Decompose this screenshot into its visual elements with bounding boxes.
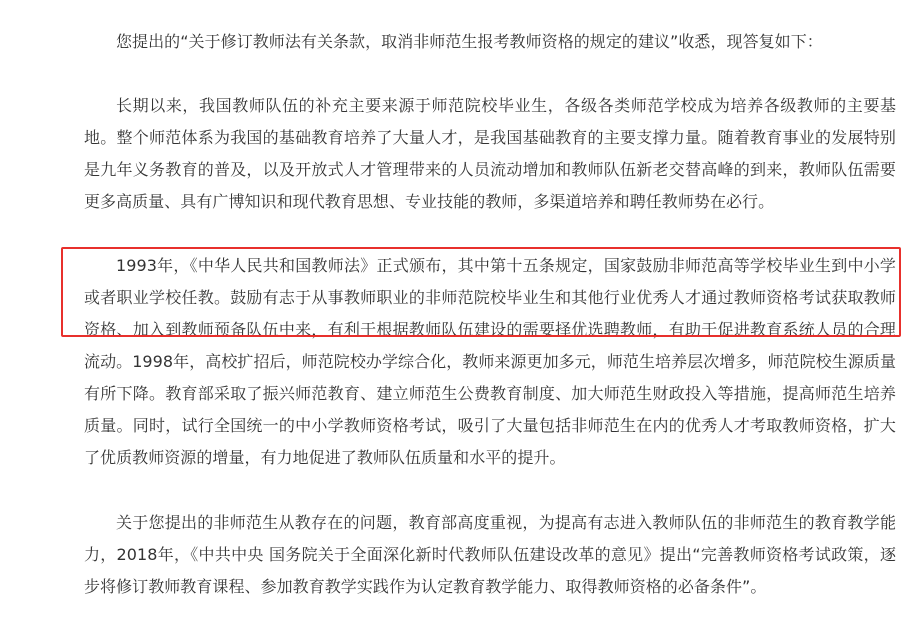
paragraph-teacher-law: 1993年，《中华人民共和国教师法》正式颁布，其中第十五条规定，国家鼓励非师范高等学校毕业生到中小学或者职业学校任教。鼓励有志于从事教师职业的非师范院校毕业生和其他行业优秀人才通过教师资格考试获取教师资格、加入到教师预备队伍中来，有利于根据教师队伍建设的需要择优选聘教师，有助于促进教育系统人员的合理流动。1998年，高校扩招后，师范院校办学综合化，教师来源更加多元，师范生培养层次增多，师范院校生源质量有所下降。教育部采取了振兴师范教育、建立师范生公费教育制度、加大师范生财政投入等措施，提高师范生培养质量。同时，试行全国统一的中小学教师资格考试，吸引了大量包括非师范生在内的优秀人才考取教师资格，扩大了优质教师资源的增量，有力地促进了教师队伍质量和水平的提升。 xyxy=(84,256,896,467)
paragraph-background: 长期以来，我国教师队伍的补充主要来源于师范院校毕业生，各级各类师范学校成为培养各级教师的主要基地。整个师范体系为我国的基础教育培养了大量人才，是我国基础教育的主要支撑力量。随着教育事业的发展特别是九年义务教育的普及，以及开放式人才管理带来的人员流动增加和教师队伍新老交替高峰的到来，教师队伍需要更多高质量、具有广博知识和现代教育思想、专业技能的教师，多渠道培养和聘任教师势在必行。 xyxy=(84,96,896,211)
paragraph-response: 关于您提出的非师范生从教存在的问题，教育部高度重视，为提高有志进入教师队伍的非师范生的教育教学能力，2018年，《中共中央 国务院关于全面深化新时代教师队伍建设改革的意见》提出“完善教师资格考试政策，逐步将修订教师教育课程、参加教育教学实践作为认定教育教学能力、取得教师资格的必备条件”。 xyxy=(84,513,896,596)
paragraph-intro: 您提出的“关于修订教师法有关条款，取消非师范生报考教师资格的规定的建议”收悉，现答复如下： xyxy=(116,32,823,51)
